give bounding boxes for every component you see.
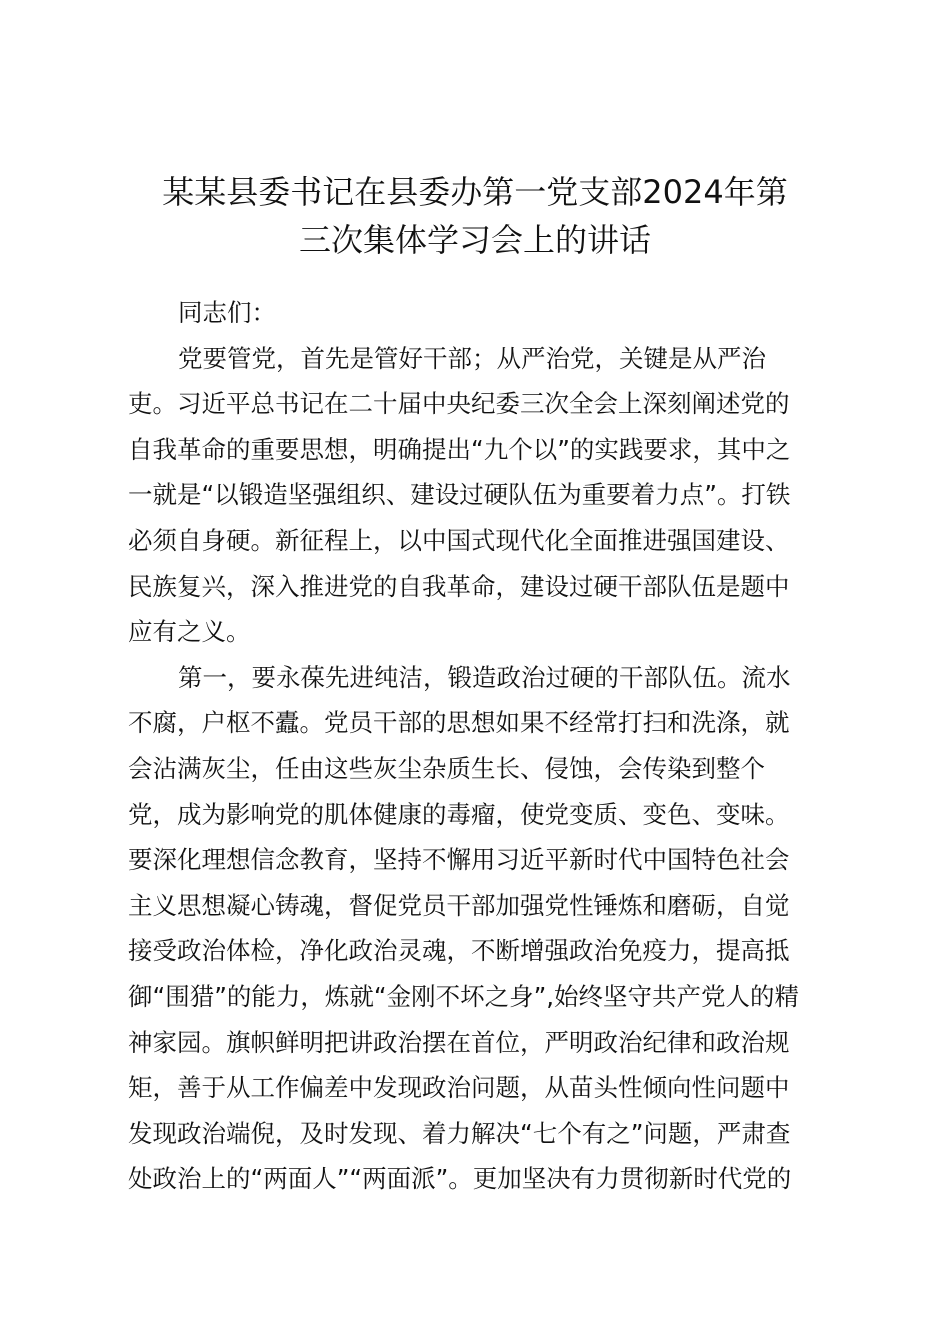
paragraph-line: 会沾满灰尘，任由这些灰尘杂质生长、侵蚀，会传染到整个	[128, 753, 765, 783]
paragraph-line: 处政治上的“两面人”“两面派”。更加坚决有力贯彻新时代党的	[128, 1164, 792, 1194]
document-title	[110, 168, 840, 264]
paragraph-line: 党，成为影响党的肌体健康的毒瘤，使党变质、变色、变味。	[128, 799, 790, 829]
paragraph-first-point	[128, 655, 828, 1202]
paragraph-line: 党要管党，首先是管好干部；从严治党，关键是从严治	[178, 343, 766, 373]
paragraph-line: 神家园。旗帜鲜明把讲政治摆在首位，严明政治纪律和政治规	[128, 1027, 790, 1057]
paragraph-line: 民族复兴，深入推进党的自我革命，建设过硬干部队伍是题中	[128, 571, 790, 601]
paragraph-line: 自我革命的重要思想，明确提出“九个以”的实践要求，其中之	[128, 434, 791, 464]
title-line-1: 某某县委书记在县委办第一党支部2024年第	[162, 173, 788, 211]
paragraph-line: 接受政治体检，净化政治灵魂，不断增强政治免疫力，提高抵	[128, 936, 790, 966]
paragraph-line: 第一，要永葆先进纯洁，锻造政治过硬的干部队伍。流水	[178, 662, 791, 692]
paragraph-line: 发现政治端倪，及时发现、着力解决“七个有之”问题，严肃查	[128, 1118, 791, 1148]
paragraph-line: 必须自身硬。新征程上，以中国式现代化全面推进强国建设、	[128, 525, 790, 555]
paragraph-line: 矩，善于从工作偏差中发现政治问题，从苗头性倾向性问题中	[128, 1073, 790, 1103]
paragraph-intro	[128, 336, 828, 655]
paragraph-line: 御“围猎”的能力，炼就“金刚不坏之身”,始终坚守共产党人的精	[128, 981, 800, 1011]
title-line-2: 三次集体学习会上的讲话	[298, 221, 651, 259]
salutation	[128, 290, 828, 336]
document-body	[128, 290, 828, 1202]
paragraph-line: 不腐，户枢不蠹。党员干部的思想如果不经常打扫和洗涤，就	[128, 708, 790, 738]
paragraph-line: 主义思想凝心铸魂，督促党员干部加强党性锤炼和磨砺，自觉	[128, 890, 790, 920]
salutation-text: 同志们：	[178, 298, 276, 327]
paragraph-line: 一就是“以锻造坚强组织、建设过硬队伍为重要着力点”。打铁	[128, 480, 791, 510]
paragraph-line: 应有之义。	[128, 617, 251, 647]
paragraph-line: 吏。习近平总书记在二十届中央纪委三次全会上深刻阐述党的	[128, 389, 790, 419]
paragraph-line: 要深化理想信念教育，坚持不懈用习近平新时代中国特色社会	[128, 845, 790, 875]
